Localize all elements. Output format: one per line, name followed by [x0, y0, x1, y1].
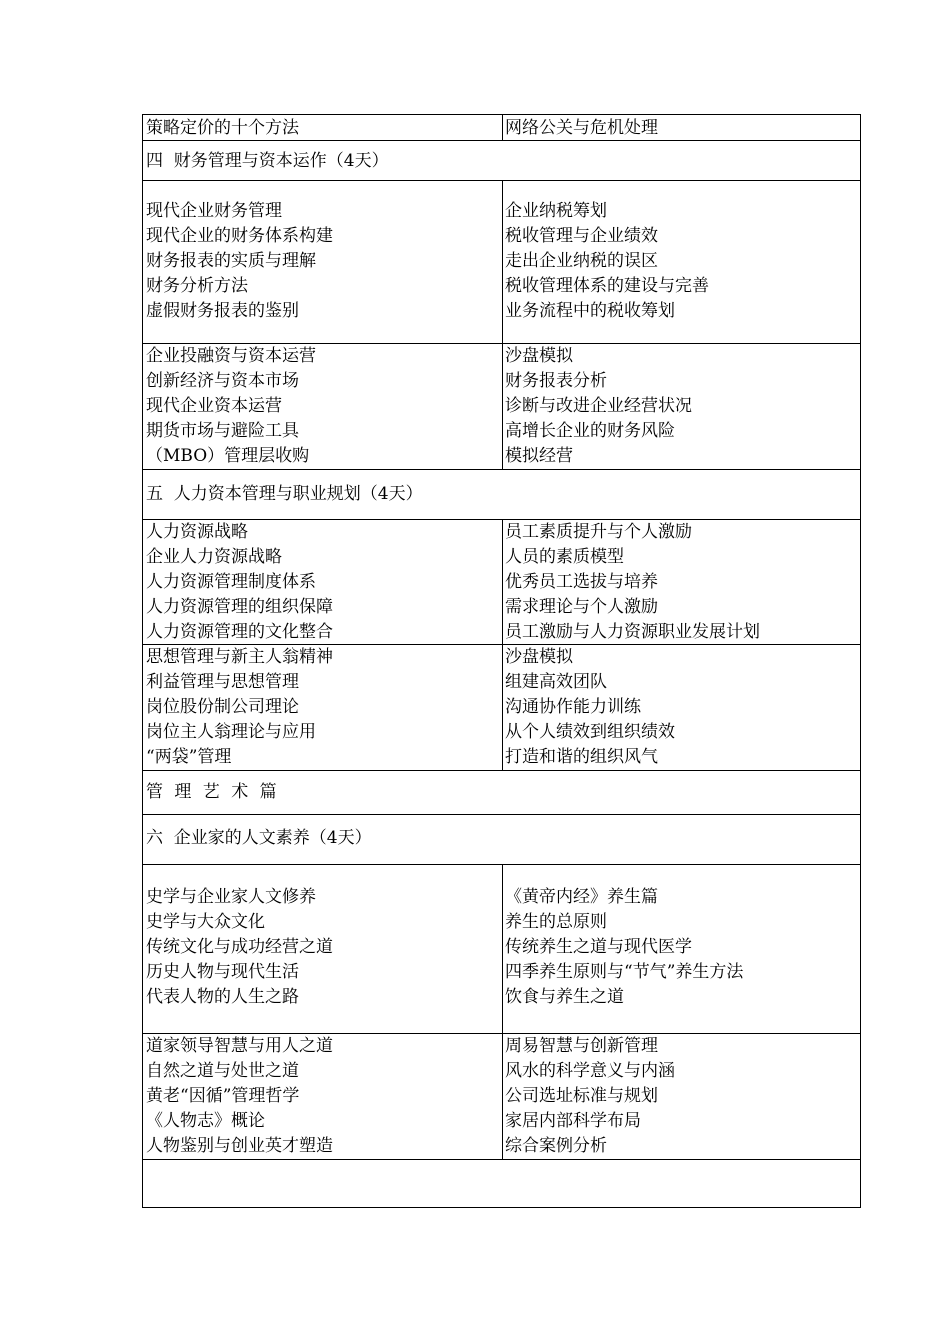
course-item: 思想管理与新主人翁精神	[146, 647, 333, 667]
course-item: 高增长企业的财务风险	[505, 421, 675, 441]
course-item: 风水的科学意义与内涵	[505, 1061, 675, 1081]
course-item: 饮食与养生之道	[505, 987, 624, 1007]
section-header-row	[143, 469, 860, 519]
course-item: 历史人物与现代生活	[146, 962, 299, 982]
column-divider	[502, 520, 503, 644]
course-item: 财务报表的实质与理解	[146, 251, 316, 271]
course-item: 网络公关与危机处理	[505, 118, 658, 138]
course-item: 员工激励与人力资源职业发展计划	[505, 622, 760, 642]
course-item: 传统文化与成功经营之道	[146, 937, 333, 957]
course-item: 沙盘模拟	[505, 647, 573, 667]
course-item: 企业纳税筹划	[505, 201, 607, 221]
table-cell	[146, 1034, 500, 1159]
course-item: 利益管理与思想管理	[146, 672, 299, 692]
section-header-row	[143, 814, 860, 864]
course-item: 《人物志》概论	[146, 1111, 265, 1131]
course-item: 策略定价的十个方法	[146, 118, 299, 138]
table-cell	[146, 116, 500, 141]
column-divider	[502, 344, 503, 469]
course-item: “两袋”管理	[146, 747, 232, 767]
empty-row	[143, 1159, 860, 1207]
course-item: 优秀员工选拔与培养	[505, 572, 658, 592]
section-title: 四 财务管理与资本运作（4天）	[146, 151, 389, 171]
course-item: 养生的总原则	[505, 912, 607, 932]
course-item: 企业投融资与资本运营	[146, 346, 316, 366]
course-item: 财务分析方法	[146, 276, 248, 296]
table-row	[143, 644, 860, 770]
table-cell	[146, 645, 500, 770]
column-divider	[502, 115, 503, 140]
course-item: 黄老“因循”管理哲学	[146, 1086, 300, 1106]
table-cell	[505, 344, 859, 469]
section-title: 五 人力资本管理与职业规划（4天）	[146, 484, 423, 504]
course-item: 公司选址标准与规划	[505, 1086, 658, 1106]
course-item: 财务报表分析	[505, 371, 607, 391]
course-item: 沟通协作能力训练	[505, 697, 641, 717]
course-item: 人物鉴别与创业英才塑造	[146, 1136, 333, 1156]
course-item: 虚假财务报表的鉴别	[146, 301, 299, 321]
section-header-row	[143, 140, 860, 180]
table-cell	[505, 199, 859, 324]
table-row	[143, 864, 860, 1033]
table-cell	[505, 885, 859, 1010]
table-cell	[146, 885, 500, 1010]
course-item: 人力资源管理的组织保障	[146, 597, 333, 617]
course-item: 业务流程中的税收筹划	[505, 301, 675, 321]
table-row	[143, 343, 860, 469]
table-cell	[146, 344, 500, 469]
course-item: 走出企业纳税的误区	[505, 251, 658, 271]
column-divider	[502, 181, 503, 343]
course-item: 现代企业财务管理	[146, 201, 282, 221]
table-row	[143, 180, 860, 343]
course-item: 家居内部科学布局	[505, 1111, 641, 1131]
course-item: 道家领导智慧与用人之道	[146, 1036, 333, 1056]
course-item: 综合案例分析	[505, 1136, 607, 1156]
course-item: 四季养生原则与“节气”养生方法	[505, 962, 744, 982]
table-cell	[505, 1034, 859, 1159]
course-item: 代表人物的人生之路	[146, 987, 299, 1007]
course-item: 税收管理体系的建设与完善	[505, 276, 709, 296]
course-item: 史学与大众文化	[146, 912, 265, 932]
course-item: 岗位股份制公司理论	[146, 697, 299, 717]
course-item: 员工素质提升与个人激励	[505, 522, 692, 542]
course-item: 《黄帝内经》养生篇	[505, 887, 658, 907]
course-item: 从个人绩效到组织绩效	[505, 722, 675, 742]
course-item: （MBO）管理层收购	[146, 446, 310, 466]
course-item: 人力资源管理的文化整合	[146, 622, 333, 642]
table-row	[143, 1033, 860, 1159]
column-divider	[502, 1034, 503, 1159]
course-item: 沙盘模拟	[505, 346, 573, 366]
course-item: 模拟经营	[505, 446, 573, 466]
column-divider	[502, 645, 503, 770]
part-header-row	[143, 770, 860, 814]
course-item: 自然之道与处世之道	[146, 1061, 299, 1081]
section-title: 六 企业家的人文素养（4天）	[146, 828, 372, 848]
table-cell	[146, 199, 500, 324]
curriculum-table	[142, 114, 861, 1208]
part-title: 管 理 艺 术 篇	[146, 782, 280, 802]
course-item: 传统养生之道与现代医学	[505, 937, 692, 957]
course-item: 现代企业的财务体系构建	[146, 226, 333, 246]
course-item: 人员的素质模型	[505, 547, 624, 567]
course-item: 人力资源管理制度体系	[146, 572, 316, 592]
course-item: 打造和谐的组织风气	[505, 747, 658, 767]
table-row	[143, 519, 860, 644]
course-item: 创新经济与资本市场	[146, 371, 299, 391]
course-item: 需求理论与个人激励	[505, 597, 658, 617]
table-cell	[505, 645, 859, 770]
course-item: 诊断与改进企业经营状况	[505, 396, 692, 416]
table-cell	[505, 116, 859, 141]
table-cell	[505, 520, 859, 645]
course-item: 企业人力资源战略	[146, 547, 282, 567]
course-item: 期货市场与避险工具	[146, 421, 299, 441]
course-item: 组建高效团队	[505, 672, 607, 692]
table-row	[143, 115, 860, 140]
course-item: 史学与企业家人文修养	[146, 887, 316, 907]
column-divider	[502, 865, 503, 1033]
course-item: 岗位主人翁理论与应用	[146, 722, 316, 742]
table-cell	[146, 520, 500, 645]
course-item: 人力资源战略	[146, 522, 248, 542]
course-item: 周易智慧与创新管理	[505, 1036, 658, 1056]
course-item: 现代企业资本运营	[146, 396, 282, 416]
course-item: 税收管理与企业绩效	[505, 226, 658, 246]
